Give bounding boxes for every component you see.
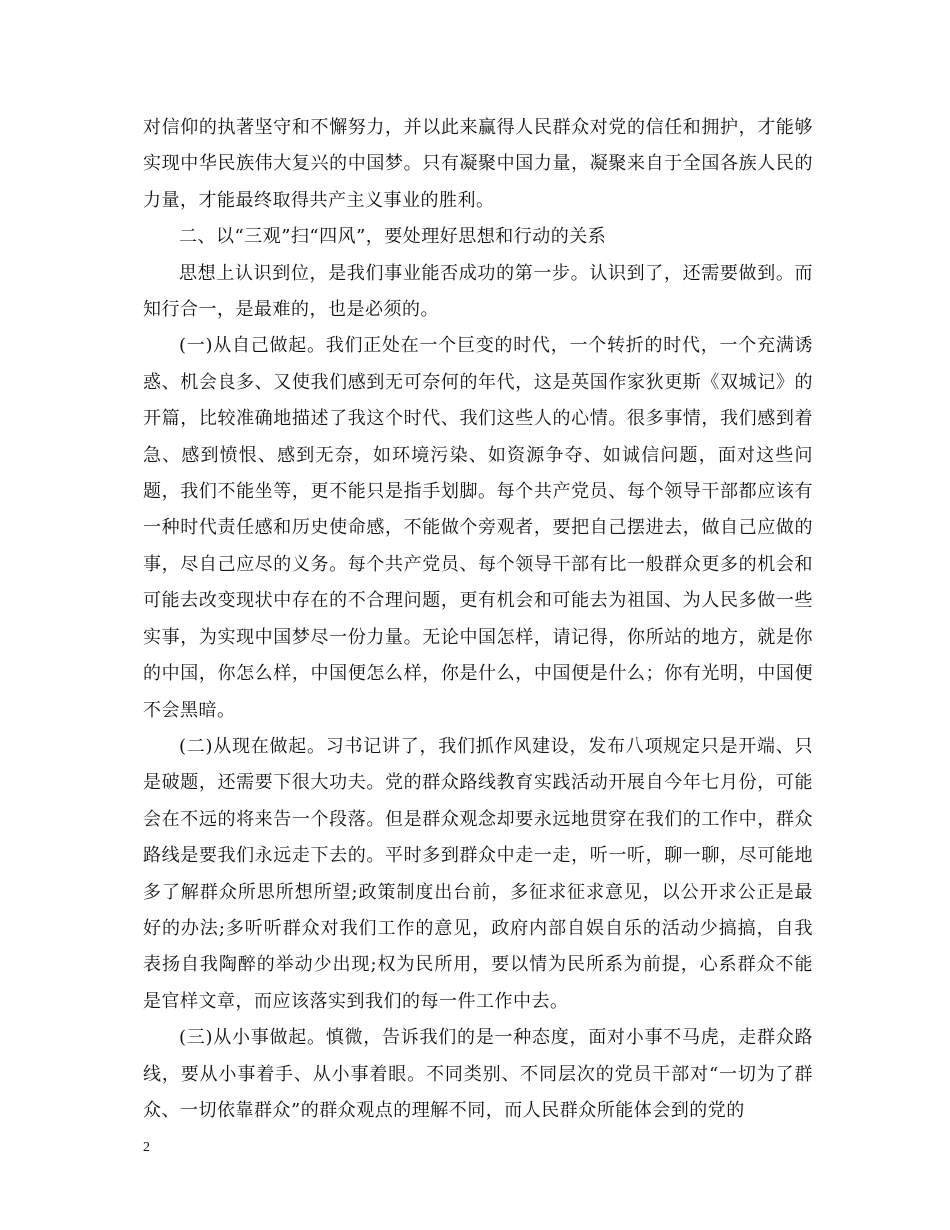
page-number: 2 — [143, 1140, 150, 1155]
paragraph-point-one: (一)从自己做起。我们正处在一个巨变的时代，一个转折的时代，一个充满诱惑、机会良多、又使我们感到无可奈何的年代，这是英国作家狄更斯《双城记》的开篇，比较准确地描述了我这个时代、我们这些人的心情。很多事情，我们感到着急、感到愤恨、感到无奈，如环境污染、如资源争夺、如诚信问题，面对这些问题，我们不能坐等，更不能只是指手划脚。每个共产党员、每个领导干部都应该有一种时代责任感和历史使命感，不能做个旁观者，要把自己摆进去，做自己应做的事，尽自己应尽的义务。每个共产党员、每个领导干部有比一般群众更多的机会和可能去改变现状中存在的不合理问题，更有机会和可能去为祖国、为人民多做一些实事，为实现中国梦尽一份力量。无论中国怎样，请记得，你所站的地方，就是你的中国，你怎么样，中国便怎么样，你是什么，中国便是什么；你有光明，中国便不会黑暗。 — [143, 335, 813, 721]
paragraph-point-three: (三)从小事做起。慎微，告诉我们的是一种态度，面对小事不马虎，走群众路线，要从小事着手、从小事着眼。不同类别、不同层次的党员干部对“一切为了群众、一切依靠群众”的群众观点的理解不同，而人民群众所能体会到的党的 — [143, 1027, 813, 1121]
page-body — [143, 110, 813, 1129]
section-heading: 二、以“三观”扫“四风”，要处理好思想和行动的关系 — [179, 226, 607, 248]
paragraph-intro: 思想上认识到位，是我们事业能否成功的第一步。认识到了，还需要做到。而知行合一，是最难的，也是必须的。 — [143, 262, 813, 321]
paragraph-continued: 对信仰的执著坚守和不懈努力，并以此来赢得人民群众对党的信任和拥护，才能够实现中华民族伟大复兴的中国梦。只有凝聚中国力量，凝聚来自于全国各族人民的力量，才能最终取得共产主义事业的胜利。 — [143, 117, 813, 211]
paragraph-point-two: (二)从现在做起。习书记讲了，我们抓作风建设，发布八项规定只是开端、只是破题，还需要下很大功夫。党的群众路线教育实践活动开展自今年七月份，可能会在不远的将来告一个段落。但是群众观念却要永远地贯穿在我们的工作中，群众路线是要我们永远走下去的。平时多到群众中走一走，听一听，聊一聊，尽可能地多了解群众所思所想所望;政策制度出台前，多征求征求意见，以公开求公正是最好的办法;多听听群众对我们工作的意见，政府内部自娱自乐的活动少搞搞，自我表扬自我陶醉的举动少出现;权为民所用，要以情为民所系为前提，心系群众不能是官样文章，而应该落实到我们的每一件工作中去。 — [143, 735, 813, 1012]
